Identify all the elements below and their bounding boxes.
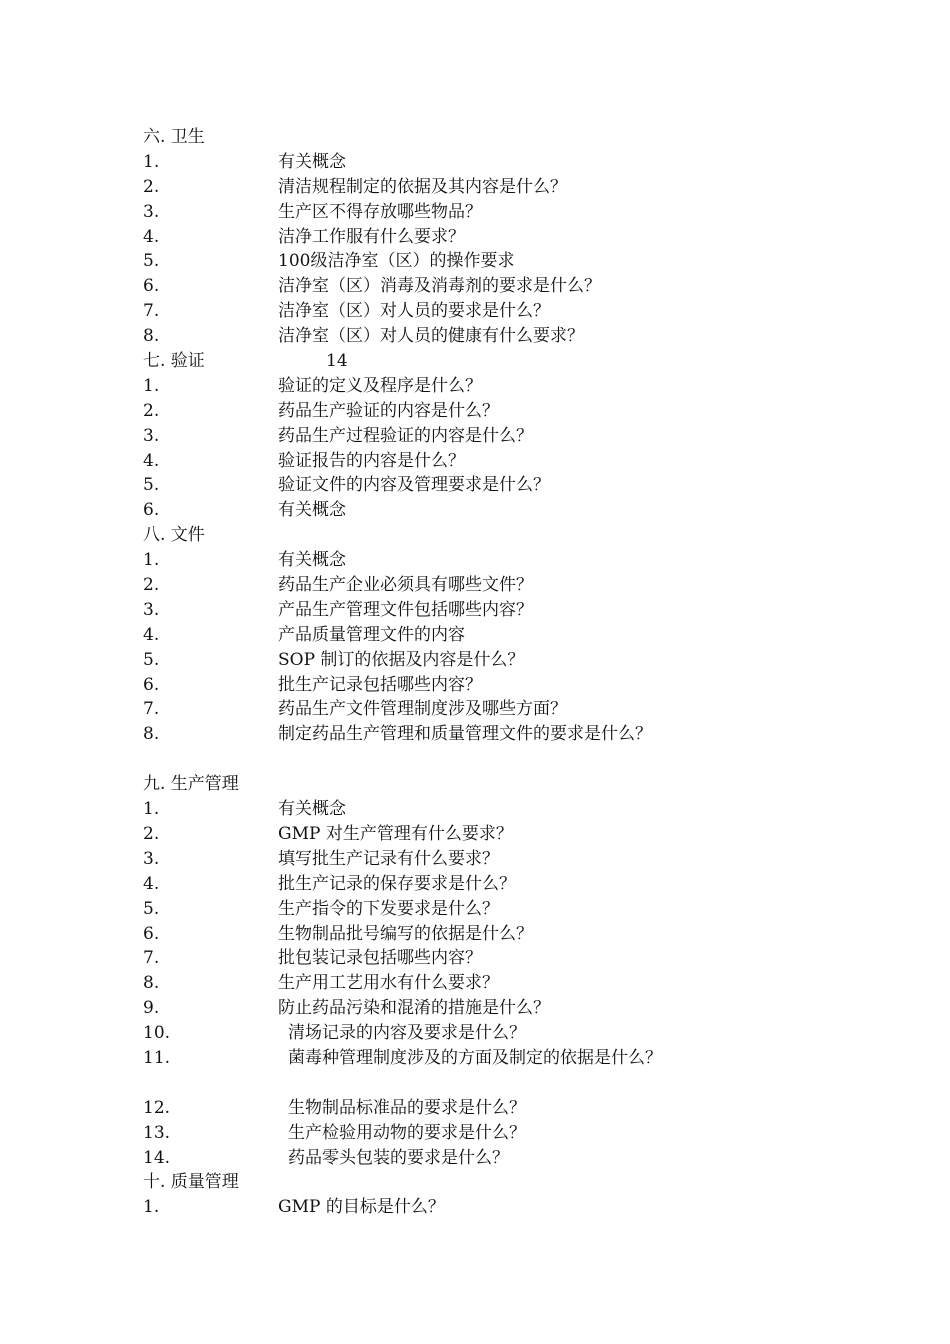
item-number: 11. [143, 1047, 171, 1068]
item-number: 4. [143, 226, 160, 247]
item-text: 生产用工艺用水有什么要求？ [278, 973, 499, 994]
list-item [143, 1046, 863, 1071]
item-text: 生产区不得存放哪些物品？ [278, 201, 482, 222]
list-item [143, 872, 863, 897]
item-number: 10. [143, 1023, 171, 1044]
list-item [143, 1096, 863, 1121]
item-text: 清场记录的内容及要求是什么？ [288, 1023, 526, 1044]
item-text: 药品生产企业必须具有哪些文件？ [278, 575, 533, 596]
list-item [143, 648, 863, 673]
item-text: 菌毒种管理制度涉及的方面及制定的依据是什么？ [288, 1047, 662, 1068]
item-number: 1. [143, 151, 160, 172]
item-number: 4. [143, 450, 160, 471]
item-text: 洁净室（区）对人员的要求是什么？ [278, 301, 550, 322]
item-number: 1. [143, 375, 160, 396]
item-text: 生物制品标准品的要求是什么？ [288, 1097, 526, 1118]
item-text: 有关概念 [278, 151, 346, 172]
item-text: 药品生产验证的内容是什么？ [278, 400, 499, 421]
list-item [143, 299, 863, 324]
item-text: GMP 的目标是什么？ [278, 1197, 445, 1218]
item-number: 2. [143, 400, 160, 421]
blank-line [143, 1071, 863, 1096]
item-text: 生产检验用动物的要求是什么？ [288, 1122, 526, 1143]
item-number: 2. [143, 823, 160, 844]
list-item [143, 249, 863, 274]
item-number: 2. [143, 575, 160, 596]
item-number: 3. [143, 599, 160, 620]
list-item [143, 274, 863, 299]
list-item [143, 374, 863, 399]
list-item [143, 498, 863, 523]
list-item [143, 573, 863, 598]
item-text: 防止药品污染和混淆的措施是什么？ [278, 998, 550, 1019]
item-text: 验证报告的内容是什么？ [278, 450, 465, 471]
item-number: 6. [143, 500, 160, 521]
item-number: 4. [143, 624, 160, 645]
list-item [143, 922, 863, 947]
item-text: 批包装记录包括哪些内容？ [278, 948, 482, 969]
section-title: 六. 卫生 [143, 127, 205, 147]
list-item [143, 623, 863, 648]
item-text: 有关概念 [278, 550, 346, 571]
item-text: 产品质量管理文件的内容 [278, 624, 465, 645]
list-item [143, 225, 863, 250]
list-item [143, 971, 863, 996]
document-page [143, 125, 863, 1220]
item-text: 药品生产文件管理制度涉及哪些方面？ [278, 699, 567, 720]
list-item [143, 797, 863, 822]
list-item [143, 449, 863, 474]
list-item [143, 548, 863, 573]
item-number: 2. [143, 176, 160, 197]
list-item [143, 324, 863, 349]
item-number: 3. [143, 425, 160, 446]
item-number: 5. [143, 649, 160, 670]
list-item [143, 175, 863, 200]
section-heading-hygiene [143, 125, 863, 150]
item-number: 9. [143, 998, 160, 1019]
section-heading-validation [143, 349, 863, 374]
list-item [143, 1021, 863, 1046]
section-heading-documents [143, 523, 863, 548]
item-number: 5. [143, 251, 160, 272]
list-item [143, 1146, 863, 1171]
list-item [143, 673, 863, 698]
item-number: 6. [143, 923, 160, 944]
item-number: 8. [143, 724, 160, 745]
list-item [143, 1121, 863, 1146]
item-number: 1. [143, 799, 160, 820]
item-number: 8. [143, 973, 160, 994]
item-text: 生物制品批号编写的依据是什么？ [278, 923, 533, 944]
item-number: 8. [143, 326, 160, 347]
item-number: 14. [143, 1147, 171, 1168]
item-text: GMP 对生产管理有什么要求？ [278, 823, 513, 844]
section-title: 七. 验证 [143, 351, 205, 372]
item-text: 洁净工作服有什么要求？ [278, 226, 465, 247]
list-item [143, 722, 863, 747]
item-number: 7. [143, 699, 160, 720]
list-item [143, 1195, 863, 1220]
item-text: 有关概念 [278, 500, 346, 521]
item-text: 制定药品生产管理和质量管理文件的要求是什么？ [278, 724, 652, 745]
list-item [143, 946, 863, 971]
item-number: 3. [143, 848, 160, 869]
list-item [143, 399, 863, 424]
list-item [143, 150, 863, 175]
item-text: 洁净室（区）对人员的健康有什么要求？ [278, 326, 584, 347]
list-item [143, 822, 863, 847]
list-item [143, 200, 863, 225]
item-text: 100级洁净室（区）的操作要求 [278, 251, 515, 272]
item-number: 7. [143, 301, 160, 322]
item-text: 洁净室（区）消毒及消毒剂的要求是什么？ [278, 276, 601, 297]
list-item [143, 847, 863, 872]
item-number: 6. [143, 674, 160, 695]
item-number: 1. [143, 550, 160, 571]
item-text: 填写批生产记录有什么要求？ [278, 848, 499, 869]
list-item [143, 996, 863, 1021]
item-text: 有关概念 [278, 799, 346, 820]
item-text: 药品零头包装的要求是什么？ [288, 1147, 509, 1168]
section-title: 八. 文件 [143, 525, 205, 546]
item-text: 批生产记录的保存要求是什么？ [278, 873, 516, 894]
item-text: 验证文件的内容及管理要求是什么？ [278, 475, 550, 496]
item-text: 生产指令的下发要求是什么？ [278, 898, 499, 919]
section-heading-quality [143, 1170, 863, 1195]
item-text: 清洁规程制定的依据及其内容是什么？ [278, 176, 567, 197]
item-number: 5. [143, 898, 160, 919]
section-title: 十. 质量管理 [143, 1172, 239, 1193]
blank-line [143, 747, 863, 772]
list-item [143, 697, 863, 722]
item-number: 5. [143, 475, 160, 496]
list-item [143, 897, 863, 922]
item-number: 3. [143, 201, 160, 222]
item-text: 药品生产过程验证的内容是什么？ [278, 425, 533, 446]
section-heading-production [143, 772, 863, 797]
item-text: 产品生产管理文件包括哪些内容？ [278, 599, 533, 620]
item-number: 13. [143, 1122, 171, 1143]
section-title: 九. 生产管理 [143, 774, 239, 795]
list-item [143, 473, 863, 498]
item-text: 验证的定义及程序是什么？ [278, 375, 482, 396]
list-item [143, 424, 863, 449]
item-number: 6. [143, 276, 160, 297]
list-item [143, 598, 863, 623]
item-number: 4. [143, 873, 160, 894]
item-number: 12. [143, 1097, 171, 1118]
page-number: 14 [326, 351, 348, 372]
item-number: 1. [143, 1197, 160, 1218]
item-number: 7. [143, 948, 160, 969]
item-text: SOP 制订的依据及内容是什么？ [278, 649, 525, 670]
item-text: 批生产记录包括哪些内容？ [278, 674, 482, 695]
